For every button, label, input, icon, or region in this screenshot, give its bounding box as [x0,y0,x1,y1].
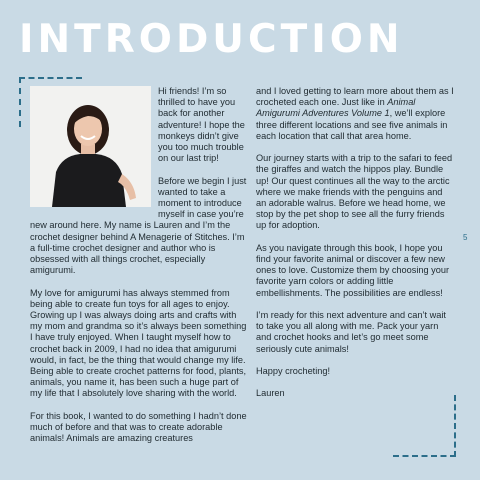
paragraph: Hi friends! I’m so thrilled to have you back for another adventure! I hope the monkeys didn’t give you too much trouble on our last trip! [158,86,245,164]
right-column [256,86,454,411]
left-column [30,86,248,456]
page-number: 5 [463,233,468,242]
book-title: Animal Amigurumi Adventures Volume 1 [256,97,416,119]
paragraph-text: , we’ll explore three different locations and see five animals in each location that call that area home. [256,108,448,141]
author-signature: Lauren [256,388,285,399]
corner-dash-bottom-right-vertical [454,395,456,457]
page-title: INTRODUCTION [19,17,404,62]
paragraph: My love for amigurumi has always stemmed from being able to create fun toys for all ages to enjoy. Growing up I was always doing arts and crafts with my mom and grandma so it’s always been something I have truly enjoyed. When I taught myself how to crochet back in 2009, I had no idea that amigurumi would, in fact, be the thing that would change my life. Being able to create crochet patterns for food, plants, animals, you name it, has been such a huge part of my life that I absolutely love sharing with the world. [30,287,247,399]
paragraph-text: and I loved getting to learn more about them as I crocheted each one. Just like in [256,86,454,108]
paragraph: I’m ready for this next adventure and can’t wait to take you all along with me. Pack your yarn and crochet hooks and let’s go meet some seriously cute animals! [256,310,446,354]
paragraph [256,86,454,142]
paragraph: Before we begin I just wanted to take a moment to introduce myself in case you’re new around here. My name is Lauren and I’m the crochet designer behind A Menagerie of Stitches. I’m a full-time crochet designer and author who is obsessed with all things crochet, especially amigurumi. [30,175,247,276]
paragraph: For this book, I wanted to do something I hadn’t done much of before and that was to create adorable animals! Animals are amazing creatures [30,410,247,444]
photo-wrap-space [30,86,158,211]
paragraph: Our journey starts with a trip to the safari to feed the giraffes and watch the hippos play. Bundle up! Our quest continues all the way to the arctic where we make friends with the penguins and an adorable walrus. Before we head home, we stop by the pet shop to see all the furry friends up for adoption. [256,153,453,231]
sign-off: Happy crocheting! [256,366,331,377]
corner-dash-top-left-horizontal [19,77,82,79]
paragraph: As you navigate through this book, I hope you find your favorite animal or discover a few new ones to love. Customize them by choosing your favorite yarn colors or adding little embellishments. The possibilities are endless! [256,242,450,298]
corner-dash-bottom-right-horizontal [393,455,456,457]
corner-dash-top-left-vertical [19,77,21,127]
